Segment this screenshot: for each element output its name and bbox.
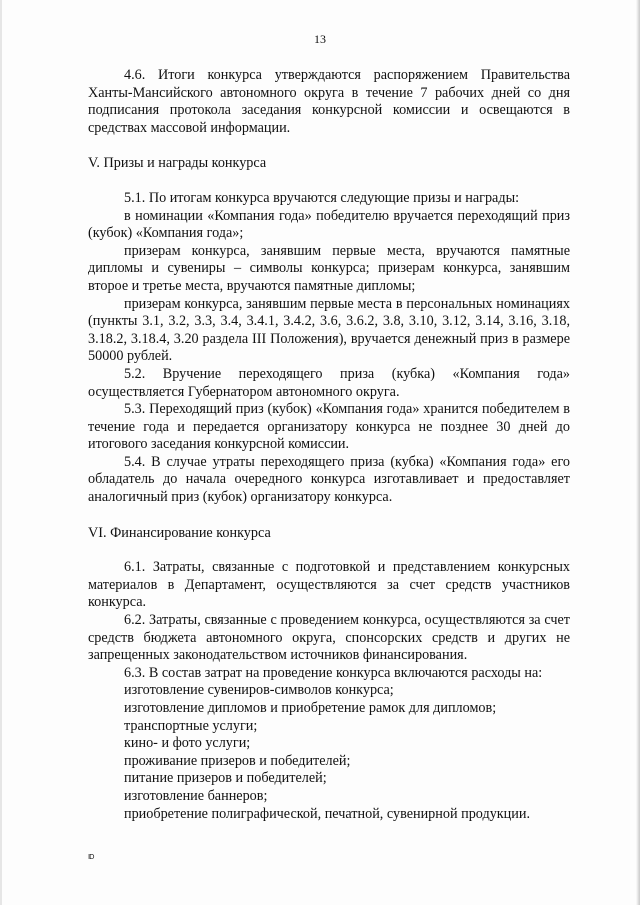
paragraph-5-1-nomination: в номинации «Компания года» победителю вручается переходящий приз (кубок) «Компания года»; [88,207,570,242]
paragraph-6-1: 6.1. Затраты, связанные с подготовкой и представлением конкурсных материалов в Департамент, осуществляются за счет средств участников конкурса. [88,559,570,611]
expense-item: кино- и фото услуги; [124,735,251,752]
expense-item: транспортные услуги; [124,717,258,734]
scan-edge-left [0,0,2,905]
paragraph-5-1-diplomas: призерам конкурса, занявшим первые места, вручаются памятные дипломы и сувениры – символы конкурса; призерам конкурса, занявшим второе и третье места, вручаются памятные дипломы; [88,242,570,294]
expense-item: питание призеров и победителей; [124,770,327,787]
paragraph-6-2: 6.2. Затраты, связанные с проведением конкурса, осуществляются за счет средств бюджета автономного округа, спонсорских средств и других не запрещенных законодательством источников финансирования. [88,612,570,664]
paragraph-5-1-cash-prize: призерам конкурса, занявшим первые места в персональных номинациях (пункты 3.1, 3.2, 3.3, 3.4, 3.4.1, 3.4.2, 3.6, 3.6.2, 3.8, 3.10, 3.12, 3.14, 3.16, 3.18, 3.18.2, 3.18.4, 3.20 раздела III Положения), вручается денежный приз в размере 50000 рублей. [88,295,570,365]
paragraph-4-6: 4.6. Итоги конкурса утверждаются распоряжением Правительства Ханты-Мансийского автономного округа в течение 7 рабочих дней со дня подписания протокола заседания конкурсной комиссии и освещаются в средствах массовой информации. [88,67,570,136]
paragraph-5-3: 5.3. Переходящий приз (кубок) «Компания года» хранится победителем в течение года и передается организатору конкурса не позднее 30 дней до итогового заседания конкурсной комиссии. [88,401,570,453]
expense-item: приобретение полиграфической, печатной, сувенирной продукции. [124,805,531,822]
expense-item: проживание призеров и победителей; [124,752,351,769]
expense-item: изготовление сувениров-символов конкурса; [124,682,394,699]
expense-item: изготовление баннеров; [124,787,268,804]
paragraph-6-3: 6.3. В состав затрат на проведение конкурса включаются расходы на: [124,664,543,681]
footer-mark: ID [88,853,94,861]
paragraph-5-2: 5.2. Вручение переходящего приза (кубка) «Компания года» осуществляется Губернатором автономного округа. [88,365,570,400]
expense-item: изготовление дипломов и приобретение рамок для дипломов; [124,700,497,716]
document-body [88,67,570,823]
paragraph-5-1: 5.1. По итогам конкурса вручаются следующие призы и награды: [124,189,520,206]
scan-edge-right [636,0,640,905]
section-heading-financing: VI. Финансирование конкурса [88,524,271,541]
paragraph-5-4: 5.4. В случае утраты переходящего приза (кубка) «Компания года» его обладатель до начала очередного конкурса изготавливает и предоставляет аналогичный приз (кубок) организатору конкурса. [88,453,570,506]
section-heading-prizes: V. Призы и награды конкурса [88,155,267,172]
page-number: 13 [314,32,326,46]
